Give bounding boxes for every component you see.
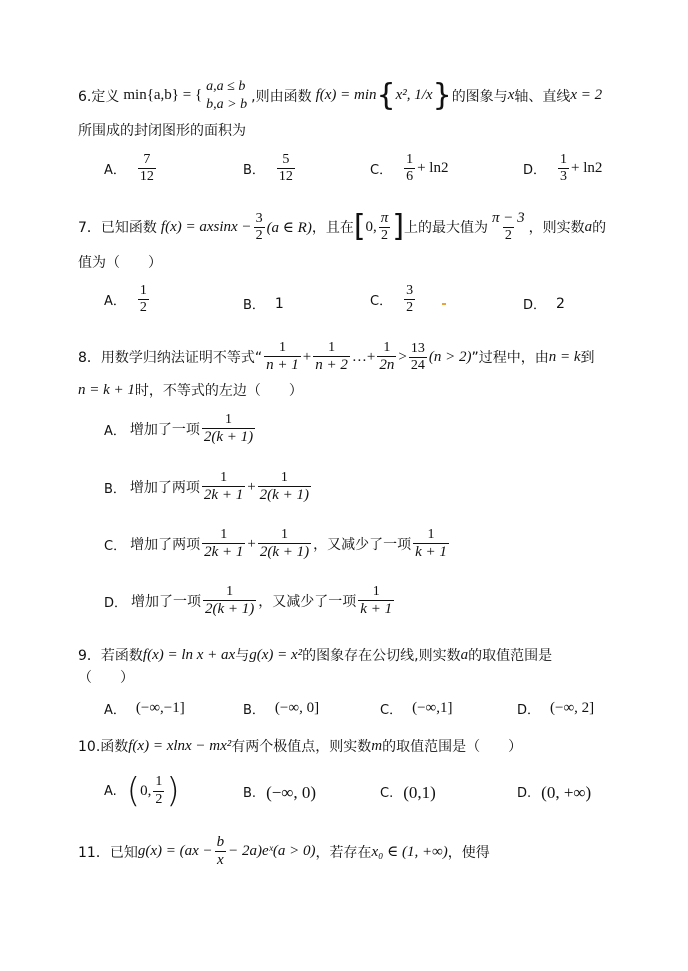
option-text: 增加了一项: [131, 594, 202, 611]
q11-gx: g(x) = (ax −: [137, 843, 213, 860]
q7-option-b[interactable]: [243, 294, 284, 313]
option-fraction: $\frac{1}{2(k + 1)}$: [205, 584, 255, 618]
q6-line1: [78, 78, 602, 113]
option-mid-text: ，又减少了一项: [313, 537, 412, 554]
option-text: 增加了两项: [129, 480, 200, 497]
q11-text-b: ，若存在: [315, 844, 372, 861]
q8-gt: >: [398, 348, 407, 365]
option-label: B.: [243, 785, 257, 801]
q8-text-c: 到: [580, 350, 595, 367]
option-paren-left: (: [126, 771, 141, 811]
option-fraction: $\frac{1}{2k + 1}$: [204, 527, 244, 561]
option-label: D.: [517, 785, 532, 801]
q7-max-fraction: $\frac{\pi - 3}{2}$: [492, 210, 525, 244]
option-label: C．: [370, 294, 393, 310]
q6-option-d[interactable]: [523, 152, 602, 185]
q9-option-b[interactable]: [243, 699, 319, 718]
q11-x0: x₀ ∈ (1, +∞): [371, 844, 448, 861]
option-label: C．: [380, 703, 403, 718]
q7-option-c[interactable]: [370, 283, 417, 316]
q8-prefix: 8．用数学归纳法证明不等式“: [78, 350, 263, 367]
option-label: A．: [104, 423, 126, 439]
option-text: 增加了两项: [130, 537, 201, 554]
q9-line1: [78, 645, 552, 665]
option-fraction: $\frac{1}{6}$: [406, 152, 414, 185]
q10-text-b: 有两个极值点，则实数: [231, 739, 372, 755]
q6-case2: b,a > b: [206, 96, 248, 112]
option-label: B．: [243, 163, 265, 179]
q7-left-bracket: [: [353, 209, 366, 245]
option-text: 2: [556, 295, 565, 312]
option-label: A．: [104, 294, 126, 310]
q6-text-d: 轴、直线: [514, 88, 571, 105]
q9-fx: f(x) = ln x + ax: [142, 646, 236, 663]
option-text: (0,1): [403, 783, 436, 802]
q9-text-c: 的图象存在公切线,则实数: [302, 648, 461, 664]
q7-text-e: 的: [592, 220, 607, 237]
q7-interval-fraction: $\frac{\pi}{2}$: [380, 210, 389, 244]
q8-plus: +: [302, 348, 312, 365]
option-text: (−∞, 0): [266, 783, 317, 802]
option-fraction-2: $\frac{1}{2(k + 1)}$: [259, 470, 309, 504]
option-text: 增加了一项: [129, 422, 200, 439]
q8-text-b: ”过程中，由: [471, 350, 549, 367]
option-label: A．: [104, 703, 126, 718]
option-label: D．: [517, 703, 541, 718]
q6-prefix: 6.定义: [78, 88, 120, 105]
q6-right-brace: }: [432, 77, 452, 113]
option-label: B．: [104, 481, 126, 497]
option-fraction: $\frac{1}{3}$: [560, 152, 568, 185]
option-label: C．: [104, 538, 127, 554]
q7-var: a: [584, 218, 593, 235]
q8-term3: $\frac{1}{2n}$: [379, 340, 395, 374]
option-plus: +: [247, 535, 256, 552]
q7-line1: [78, 210, 606, 244]
option-label: D．: [523, 298, 547, 313]
option-fraction-2: $\frac{1}{2(k + 1)}$: [259, 527, 310, 561]
option-fraction-3: $\frac{1}{k + 1}$: [360, 584, 393, 618]
q6-min-def: min{a,b} = {: [123, 87, 203, 103]
q10-line1: [78, 736, 522, 756]
q11-line1: [78, 834, 490, 870]
option-fraction-3: $\frac{1}{k + 1}$: [415, 527, 447, 561]
q11-text-c: ，使得: [447, 844, 490, 861]
q6-fx-arg: x², 1/x: [395, 87, 433, 103]
option-label: D．: [523, 163, 547, 179]
q8-line1: [78, 340, 595, 374]
option-mid-text: ，又减少了一项: [258, 594, 357, 611]
q6-left-brace: {: [376, 77, 396, 113]
option-fraction: $\frac{3}{2}$: [406, 283, 414, 316]
q10-prefix: 10.函数: [78, 739, 129, 755]
q10-var: m: [371, 737, 383, 754]
q6-line-x: x = 2: [570, 87, 603, 103]
option-tail: + ln2: [417, 160, 449, 177]
q6-option-b[interactable]: [243, 152, 297, 185]
q9-gx: g(x) = x²: [249, 646, 303, 663]
option-label: A．: [104, 163, 126, 179]
option-text: (−∞, 0]: [274, 700, 320, 716]
q9-option-a[interactable]: [104, 699, 185, 718]
option-paren-right: ): [166, 771, 180, 811]
q8-term1: $\frac{1}{n + 1}$: [266, 340, 299, 374]
option-label: C．: [370, 163, 393, 179]
q10-option-b[interactable]: [243, 783, 316, 803]
option-text: (−∞,−1]: [135, 700, 185, 716]
q7-prefix: 7．已知函数: [78, 220, 157, 237]
ink-dot: [442, 303, 446, 305]
q8-option-d[interactable]: [104, 584, 396, 618]
q6-cases: [206, 78, 247, 113]
option-text: (0, +∞): [541, 783, 592, 802]
option-interval-start: 0,: [140, 782, 152, 799]
q9-text-d: 的取值范围是: [468, 648, 553, 664]
q7-text-d: ，则实数: [528, 220, 585, 237]
q9-option-d[interactable]: [517, 699, 594, 718]
option-label: C.: [380, 785, 394, 801]
q7-line2: 值为（ ）: [78, 255, 162, 271]
q8-option-c[interactable]: [104, 527, 451, 561]
q7-const-fraction: $\frac{3}{2}$: [255, 210, 263, 243]
q6-text-b: ,则由函数: [251, 88, 312, 105]
q10-option-d[interactable]: [517, 783, 591, 803]
q6-text-c: 的图象与: [451, 88, 508, 105]
q8-condition: (n > 2): [428, 348, 472, 365]
q11-gx-tail: − 2a)eˣ(a > 0): [228, 843, 316, 860]
q9-var: a: [460, 646, 469, 663]
q7-text-b: ，且在: [311, 220, 354, 237]
q7-fx: f(x) = axsinx −: [160, 218, 252, 235]
q7-text-c: 上的最大值为: [404, 220, 489, 237]
q8-option-b[interactable]: [104, 470, 313, 504]
option-tail: + ln2: [571, 160, 603, 177]
option-fraction: $\frac{7}{12}$: [139, 152, 154, 185]
q9-line2: （ ）: [78, 670, 134, 686]
q11-prefix: 11．已知: [78, 844, 138, 861]
option-text: (−∞,1]: [412, 700, 453, 716]
option-fraction: $\frac{5}{12}$: [278, 152, 293, 185]
q8-nk1: n = k + 1: [78, 381, 135, 398]
q6-option-c[interactable]: [370, 152, 448, 185]
q8-dots: …+: [351, 348, 376, 365]
q6-case1: a,a ≤ b: [206, 79, 246, 94]
q8-nk: n = k: [548, 348, 581, 365]
option-label: A.: [104, 783, 117, 799]
option-text: 1: [274, 295, 284, 312]
option-fraction: $\frac{1}{2k + 1}$: [203, 470, 244, 504]
q8-line2: [78, 380, 303, 400]
q10-fx: f(x) = xlnx − mx²: [128, 737, 232, 754]
option-plus: +: [247, 478, 256, 495]
q7-interval-start: 0,: [365, 218, 377, 235]
q9-text-b: 与: [235, 648, 250, 664]
q10-option-a[interactable]: [104, 771, 180, 811]
option-text: (−∞, 2]: [550, 700, 595, 716]
q6-line2: 所围成的封闭图形的面积为: [78, 123, 246, 139]
option-label: B．: [243, 703, 265, 718]
q6-axis: x: [507, 87, 515, 103]
q10-option-c[interactable]: [380, 783, 436, 803]
q8-term4: $\frac{13}{24}$: [410, 340, 425, 373]
q7-condition: (a ∈ R): [266, 219, 312, 236]
q7-right-bracket: ]: [392, 209, 405, 245]
q7-option-d[interactable]: [523, 294, 565, 313]
option-fraction: $\frac{1}{2(k + 1)}$: [203, 412, 254, 446]
q10-text-c: 的取值范围是（ ）: [382, 739, 523, 755]
option-fraction: $\frac{1}{2}$: [155, 774, 163, 807]
option-fraction: $\frac{1}{2}$: [139, 283, 147, 316]
q8-term2: $\frac{1}{n + 2}$: [315, 340, 348, 374]
option-label: D．: [104, 595, 128, 611]
q6-fx: f(x) = min: [315, 87, 377, 103]
q7-option-a[interactable]: [104, 283, 151, 316]
q9-option-c[interactable]: [380, 699, 452, 718]
q6-option-a[interactable]: [104, 152, 158, 185]
q9-prefix: 9．若函数: [78, 648, 143, 664]
q8-text-line2: 时，不等式的左边（ ）: [134, 383, 303, 399]
q8-option-a[interactable]: [104, 412, 257, 446]
q11-fraction: $\frac{b}{x}$: [216, 834, 225, 869]
option-label: B．: [243, 298, 265, 313]
